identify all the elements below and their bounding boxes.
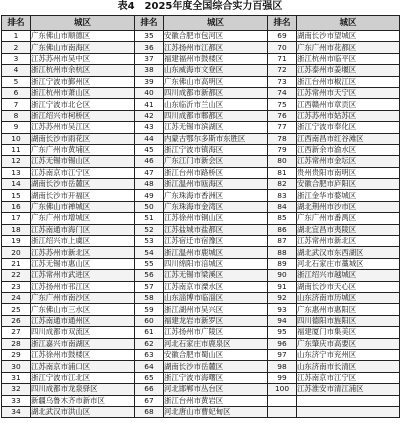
rank-cell: 47 — [135, 167, 164, 178]
district-cell: 浙江金华市婺城区 — [297, 190, 400, 201]
table-row — [2, 384, 400, 395]
table-row — [2, 53, 400, 64]
district-cell: 浙江绍兴市上虞区 — [31, 236, 135, 247]
rank-cell: 58 — [135, 292, 164, 303]
header-rank: 排名 — [268, 16, 297, 31]
rank-cell: 77 — [268, 122, 297, 133]
table-row — [2, 133, 400, 144]
district-cell: 江苏宿迁市宿豫区 — [164, 236, 268, 247]
district-cell: 江苏徐州市铜山区 — [164, 213, 268, 224]
header-district: 城区 — [164, 16, 268, 31]
district-cell: 广东广州市黄埔区 — [31, 144, 135, 155]
district-cell: 江西南昌市红谷滩区 — [297, 133, 400, 144]
district-cell: 江苏南京市浦口区 — [31, 361, 135, 372]
district-cell: 浙江台州市椒江区 — [297, 76, 400, 87]
district-cell: 浙江湖州市吴兴区 — [164, 304, 268, 315]
rank-cell: 44 — [135, 133, 164, 144]
district-cell: 湖南长沙市天心区 — [297, 281, 400, 292]
table-row — [2, 201, 400, 212]
district-cell: 广东佛山市顺德区 — [31, 31, 135, 42]
district-cell: 广东珠海市金湾区 — [164, 201, 268, 212]
district-cell: 安徽合肥市庐阳区 — [297, 179, 400, 190]
district-cell: 山东威海市文登区 — [164, 65, 268, 76]
table-row — [2, 31, 400, 42]
table-row — [2, 122, 400, 133]
rank-cell: 11 — [2, 144, 31, 155]
rank-cell: 82 — [268, 179, 297, 190]
rank-cell: 64 — [135, 361, 164, 372]
district-cell: 四川成都市双流区 — [31, 327, 135, 338]
rank-cell: 23 — [2, 281, 31, 292]
district-cell: 江苏南京市江宁区 — [31, 167, 135, 178]
district-cell: 浙江嘉兴市南湖区 — [31, 338, 135, 349]
table-row — [2, 338, 400, 349]
district-cell: 江苏无锡市惠山区 — [31, 258, 135, 269]
district-cell: 江苏常州市天宁区 — [297, 87, 400, 98]
rank-cell: 28 — [2, 338, 31, 349]
rank-cell: 7 — [2, 99, 31, 110]
district-cell: 贵州贵阳市南明区 — [297, 167, 400, 178]
rank-cell: 17 — [2, 213, 31, 224]
rank-cell: 97 — [268, 349, 297, 360]
rank-cell: 95 — [268, 327, 297, 338]
district-cell: 湖南长沙市岳麓区 — [164, 361, 268, 372]
district-cell: 江西赣州市章贡区 — [297, 99, 400, 110]
district-cell: 江苏常州市武进区 — [31, 270, 135, 281]
district-cell: 江苏扬州市邗江区 — [31, 281, 135, 292]
district-cell: 浙江杭州市余杭区 — [31, 65, 135, 76]
rank-cell: 60 — [135, 315, 164, 326]
table-row — [2, 87, 400, 98]
district-cell: 湖南长沙市雨花区 — [31, 133, 135, 144]
district-cell: 湖北武汉市洪山区 — [31, 406, 135, 417]
district-cell: 山东淄博市临淄区 — [164, 292, 268, 303]
rank-cell: 76 — [268, 110, 297, 121]
rank-cell: 85 — [268, 213, 297, 224]
district-cell: 山东济宁市兖州区 — [297, 349, 400, 360]
rank-cell: 45 — [135, 144, 164, 155]
table-row — [2, 247, 400, 258]
rank-cell: 14 — [2, 179, 31, 190]
table-row — [2, 327, 400, 338]
district-cell: 广东广州市增城区 — [31, 213, 135, 224]
rank-cell: 34 — [2, 406, 31, 417]
rank-cell: 9 — [2, 122, 31, 133]
district-cell: 浙江绍兴市越城区 — [297, 270, 400, 281]
table-row — [2, 76, 400, 87]
table-row — [2, 144, 400, 155]
header-rank: 排名 — [135, 16, 164, 31]
rank-cell: 27 — [2, 327, 31, 338]
table-title: 表4 2025年度全国综合实力百强区 — [117, 1, 283, 12]
table-row — [2, 110, 400, 121]
rank-cell: 36 — [135, 42, 164, 53]
rank-cell: 69 — [268, 31, 297, 42]
district-cell: 广东广州市番禺区 — [297, 213, 400, 224]
district-cell: 四川绵阳市涪城区 — [164, 258, 268, 269]
header-rank: 排名 — [2, 16, 31, 31]
rank-cell: 87 — [268, 236, 297, 247]
rank-cell: 16 — [2, 201, 31, 212]
rank-cell: 50 — [135, 201, 164, 212]
table-row — [2, 372, 400, 383]
rank-cell: 90 — [268, 270, 297, 281]
district-cell: 江苏无锡市锡山区 — [31, 156, 135, 167]
district-cell: 福建厦门市集美区 — [297, 327, 400, 338]
table-body — [2, 31, 400, 418]
rank-cell: 80 — [268, 156, 297, 167]
district-cell: 浙江宁波市北仑区 — [31, 99, 135, 110]
table-row — [2, 236, 400, 247]
table-row — [2, 361, 400, 372]
district-cell: 安徽合肥市包河区 — [164, 31, 268, 42]
district-cell: 江苏徐州市鼓楼区 — [31, 349, 135, 360]
district-cell: 广东佛山市禅城区 — [31, 201, 135, 212]
rank-cell: 15 — [2, 190, 31, 201]
district-cell: 浙江温州市瓯海区 — [164, 179, 268, 190]
rank-cell: 59 — [135, 304, 164, 315]
district-cell: 湖南长沙市望城区 — [297, 31, 400, 42]
rank-cell: 65 — [135, 372, 164, 383]
district-cell: 江苏常州市金坛区 — [297, 156, 400, 167]
rank-cell: 38 — [135, 65, 164, 76]
rank-cell: 55 — [135, 258, 164, 269]
district-cell: 广东肇庆市高要区 — [297, 338, 400, 349]
table-row — [2, 349, 400, 360]
district-cell: 广东佛山市高明区 — [164, 76, 268, 87]
district-cell: 福建福州市鼓楼区 — [164, 53, 268, 64]
district-cell: 浙江台州市黄岩区 — [164, 395, 268, 406]
district-cell: 福建龙岩市新罗区 — [164, 315, 268, 326]
rank-cell: 29 — [2, 349, 31, 360]
district-cell: 浙江杭州市临平区 — [297, 53, 400, 64]
district-cell: 四川德阳市旌阳区 — [297, 315, 400, 326]
rank-cell: 61 — [135, 327, 164, 338]
rank-cell: 46 — [135, 156, 164, 167]
district-cell: 山东济南市历城区 — [297, 292, 400, 303]
rank-cell: 13 — [2, 167, 31, 178]
district-cell: 浙江宁波市鄞州区 — [31, 76, 135, 87]
rank-cell: 70 — [268, 42, 297, 53]
district-cell: 四川成都市龙泉驿区 — [31, 384, 135, 395]
district-cell: 广东佛山市三水区 — [31, 304, 135, 315]
district-cell: 江苏淮安市清江浦区 — [297, 384, 400, 395]
district-cell: 内蒙古鄂尔多斯市东胜区 — [164, 133, 268, 144]
district-cell: 江苏盐城市盐都区 — [164, 224, 268, 235]
district-cell: 江苏无锡市滨湖区 — [164, 122, 268, 133]
rank-cell: 5 — [2, 76, 31, 87]
district-cell: 河北石家庄市鹿泉区 — [164, 338, 268, 349]
table-row — [2, 395, 400, 406]
ranking-table — [1, 15, 400, 418]
district-cell: 河北邯郸市丛台区 — [164, 384, 268, 395]
table-row — [2, 190, 400, 201]
table-row — [2, 258, 400, 269]
rank-cell: 24 — [2, 292, 31, 303]
rank-cell: 19 — [2, 236, 31, 247]
rank-cell: 62 — [135, 338, 164, 349]
rank-cell: 33 — [2, 395, 31, 406]
district-cell: 广东惠州市惠阳区 — [297, 304, 400, 315]
table-row — [2, 281, 400, 292]
district-cell: 浙江宁波市镇海区 — [164, 144, 268, 155]
rank-cell — [268, 395, 297, 406]
table-row — [2, 42, 400, 53]
rank-cell: 49 — [135, 190, 164, 201]
district-cell: 浙江杭州市萧山区 — [31, 87, 135, 98]
rank-cell: 73 — [268, 76, 297, 87]
table-row — [2, 304, 400, 315]
district-cell: 广东广州市南沙区 — [31, 292, 135, 303]
rank-cell: 3 — [2, 53, 31, 64]
district-cell: 浙江绍兴市柯桥区 — [31, 110, 135, 121]
rank-cell: 91 — [268, 281, 297, 292]
district-cell: 广东江门市新会区 — [164, 156, 268, 167]
district-cell: 江苏南通市通州区 — [31, 315, 135, 326]
rank-cell: 41 — [135, 99, 164, 110]
district-cell: 江苏无锡市梁溪区 — [164, 270, 268, 281]
district-cell: 浙江宁波市奉化区 — [297, 122, 400, 133]
rank-cell: 74 — [268, 87, 297, 98]
district-cell: 湖北荆州市沙市区 — [297, 201, 400, 212]
district-cell: 四川成都市新都区 — [164, 87, 268, 98]
rank-cell: 43 — [135, 122, 164, 133]
table-row — [2, 315, 400, 326]
rank-cell: 72 — [268, 65, 297, 76]
district-cell: 广东珠海市香洲区 — [164, 190, 268, 201]
table-row — [2, 224, 400, 235]
rank-cell: 88 — [268, 247, 297, 258]
rank-cell: 39 — [135, 76, 164, 87]
district-cell — [297, 406, 400, 417]
rank-cell: 2 — [2, 42, 31, 53]
district-cell: 江苏苏州市吴江区 — [31, 122, 135, 133]
header-row — [2, 16, 400, 31]
rank-cell: 99 — [268, 372, 297, 383]
rank-cell: 4 — [2, 65, 31, 76]
table-row — [2, 270, 400, 281]
district-cell: 安徽合肥市蜀山区 — [164, 349, 268, 360]
rank-cell: 25 — [2, 304, 31, 315]
district-cell: 江苏南京市江宁区 — [297, 372, 400, 383]
header-district: 城区 — [297, 16, 400, 31]
district-cell: 江苏苏州市姑苏区 — [297, 110, 400, 121]
district-cell: 江苏南京市溧水区 — [164, 281, 268, 292]
table-row — [2, 213, 400, 224]
table-row — [2, 156, 400, 167]
rank-cell: 26 — [2, 315, 31, 326]
district-cell: 浙江温州市鹿城区 — [164, 247, 268, 258]
district-cell: 广东佛山市南海区 — [31, 42, 135, 53]
district-cell: 湖北武汉市东西湖区 — [297, 247, 400, 258]
district-cell: 湖南长沙市岳麓区 — [31, 179, 135, 190]
rank-cell: 20 — [2, 247, 31, 258]
district-cell: 山东济南市长清区 — [297, 361, 400, 372]
rank-cell: 75 — [268, 99, 297, 110]
rank-cell: 96 — [268, 338, 297, 349]
district-cell: 湖北宜昌市夷陵区 — [297, 224, 400, 235]
rank-cell: 67 — [135, 395, 164, 406]
district-cell: 河北唐山市曹妃甸区 — [164, 406, 268, 417]
rank-cell: 89 — [268, 258, 297, 269]
district-cell: 四川成都市郫都区 — [164, 110, 268, 121]
rank-cell: 31 — [2, 372, 31, 383]
district-cell: 江苏南通市海门区 — [31, 224, 135, 235]
rank-cell: 93 — [268, 304, 297, 315]
rank-cell: 84 — [268, 201, 297, 212]
district-cell — [297, 395, 400, 406]
rank-cell: 79 — [268, 144, 297, 155]
district-cell: 江苏泰州市姜堰区 — [297, 65, 400, 76]
header-district: 城区 — [31, 16, 135, 31]
rank-cell: 51 — [135, 213, 164, 224]
rank-cell: 30 — [2, 361, 31, 372]
table-row — [2, 99, 400, 110]
rank-cell: 92 — [268, 292, 297, 303]
rank-cell: 71 — [268, 53, 297, 64]
district-cell: 江西新余市渝水区 — [297, 144, 400, 155]
rank-cell: 54 — [135, 247, 164, 258]
district-cell: 江苏苏州市吴中区 — [31, 53, 135, 64]
rank-cell: 35 — [135, 31, 164, 42]
rank-cell: 56 — [135, 270, 164, 281]
rank-cell: 52 — [135, 224, 164, 235]
table-row — [2, 292, 400, 303]
rank-cell: 32 — [2, 384, 31, 395]
rank-cell: 12 — [2, 156, 31, 167]
rank-cell: 53 — [135, 236, 164, 247]
rank-cell: 10 — [2, 133, 31, 144]
rank-cell: 57 — [135, 281, 164, 292]
table-row — [2, 167, 400, 178]
rank-cell: 6 — [2, 87, 31, 98]
district-cell: 新疆乌鲁木齐市新市区 — [31, 395, 135, 406]
district-cell: 湖南长沙市开福区 — [31, 190, 135, 201]
rank-cell: 21 — [2, 258, 31, 269]
district-cell: 广东广州市花都区 — [297, 42, 400, 53]
rank-cell: 81 — [268, 167, 297, 178]
rank-cell — [268, 406, 297, 417]
rank-cell: 8 — [2, 110, 31, 121]
rank-cell: 83 — [268, 190, 297, 201]
district-cell: 山东临沂市兰山区 — [164, 99, 268, 110]
rank-cell: 98 — [268, 361, 297, 372]
district-cell: 河北石家庄市藁城区 — [297, 258, 400, 269]
district-cell: 浙江台州市路桥区 — [164, 167, 268, 178]
district-cell: 浙江宁波市海曙区 — [164, 372, 268, 383]
district-cell: 江苏常州市新北区 — [297, 236, 400, 247]
district-cell: 江苏扬州市江都区 — [164, 42, 268, 53]
rank-cell: 48 — [135, 179, 164, 190]
rank-cell: 86 — [268, 224, 297, 235]
rank-cell: 1 — [2, 31, 31, 42]
table-row — [2, 179, 400, 190]
rank-cell: 94 — [268, 315, 297, 326]
district-cell: 浙江宁波市江北区 — [31, 372, 135, 383]
rank-cell: 66 — [135, 384, 164, 395]
district-cell: 江苏苏州市新北区 — [31, 247, 135, 258]
rank-cell: 68 — [135, 406, 164, 417]
table-row — [2, 406, 400, 417]
district-cell: 江苏扬州市广陵区 — [164, 327, 268, 338]
rank-cell: 100 — [268, 384, 297, 395]
table-row — [2, 65, 400, 76]
rank-cell: 78 — [268, 133, 297, 144]
rank-cell: 63 — [135, 349, 164, 360]
rank-cell: 40 — [135, 87, 164, 98]
rank-cell: 18 — [2, 224, 31, 235]
rank-cell: 42 — [135, 110, 164, 121]
rank-cell: 22 — [2, 270, 31, 281]
rank-cell: 37 — [135, 53, 164, 64]
